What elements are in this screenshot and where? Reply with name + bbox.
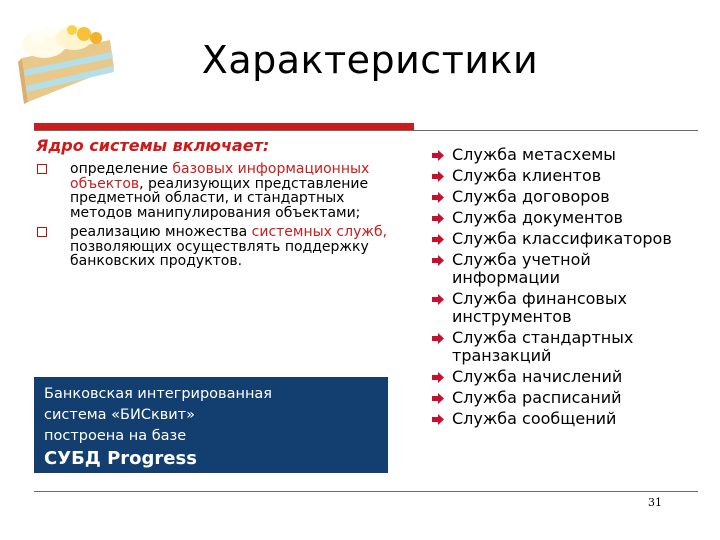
title-underline-gray [34, 130, 698, 131]
service-label: Служба финансовых инструментов [452, 289, 627, 326]
arrow-bullet-icon [432, 372, 444, 383]
bullet-text-part: реализацию множества [70, 224, 252, 240]
service-label: Служба договоров [452, 187, 610, 206]
list-item [430, 251, 700, 287]
list-item [36, 225, 396, 269]
arrow-bullet-icon [432, 294, 444, 305]
list-item [430, 188, 700, 206]
arrow-bullet-icon [432, 393, 444, 404]
arrow-bullet-icon [432, 333, 444, 344]
cake-image [14, 10, 118, 110]
list-item [430, 368, 700, 386]
callout-emphasis: СУБД Progress [44, 448, 197, 469]
page-number: 31 [648, 496, 662, 509]
service-label: Служба расписаний [452, 388, 622, 407]
bullet-text-part: позволяющих осуществлять поддержку банковских продуктов. [70, 238, 369, 269]
service-label: Служба метасхемы [452, 145, 616, 164]
service-label: Служба начислений [452, 367, 623, 386]
service-label: Служба документов [452, 208, 623, 227]
arrow-bullet-icon [432, 255, 444, 266]
left-bullet-list [36, 162, 396, 274]
callout-line: система «БИСквит» [44, 407, 196, 423]
service-label: Служба сообщений [452, 409, 617, 428]
slide-title: Характеристики [201, 38, 539, 82]
bullet-text-highlight: системных служб, [251, 224, 388, 240]
left-heading: Ядро системы включает: [36, 136, 270, 155]
list-item [36, 162, 396, 220]
bullet-text-highlight: базовых информационных объектов [70, 161, 370, 192]
service-label: Служба классификаторов [452, 229, 672, 248]
footer-rule [34, 491, 698, 492]
bullet-text-part: , реализующих представление предметной области, и стандартных методов манипулирования объектами; [70, 175, 369, 221]
arrow-bullet-icon [432, 414, 444, 425]
callout-line: Банковская интегрированная [44, 386, 273, 402]
square-bullet-icon [37, 164, 47, 174]
list-item [430, 410, 700, 428]
list-item [430, 167, 700, 185]
callout-box [34, 377, 388, 473]
callout-line: построена на базе [44, 428, 187, 444]
arrow-bullet-icon [432, 213, 444, 224]
list-item [430, 329, 700, 365]
arrow-bullet-icon [432, 234, 444, 245]
bullet-text-part: определение [70, 161, 173, 177]
list-item [430, 230, 700, 248]
services-list [430, 146, 700, 431]
arrow-bullet-icon [432, 192, 444, 203]
list-item [430, 146, 700, 164]
service-label: Служба клиентов [452, 166, 602, 185]
square-bullet-icon [37, 227, 47, 237]
list-item [430, 209, 700, 227]
service-label: Служба стандартных транзакций [452, 328, 634, 365]
list-item [430, 389, 700, 407]
service-label: Служба учетной информации [452, 250, 591, 287]
arrow-bullet-icon [432, 150, 444, 161]
arrow-bullet-icon [432, 171, 444, 182]
list-item [430, 290, 700, 326]
